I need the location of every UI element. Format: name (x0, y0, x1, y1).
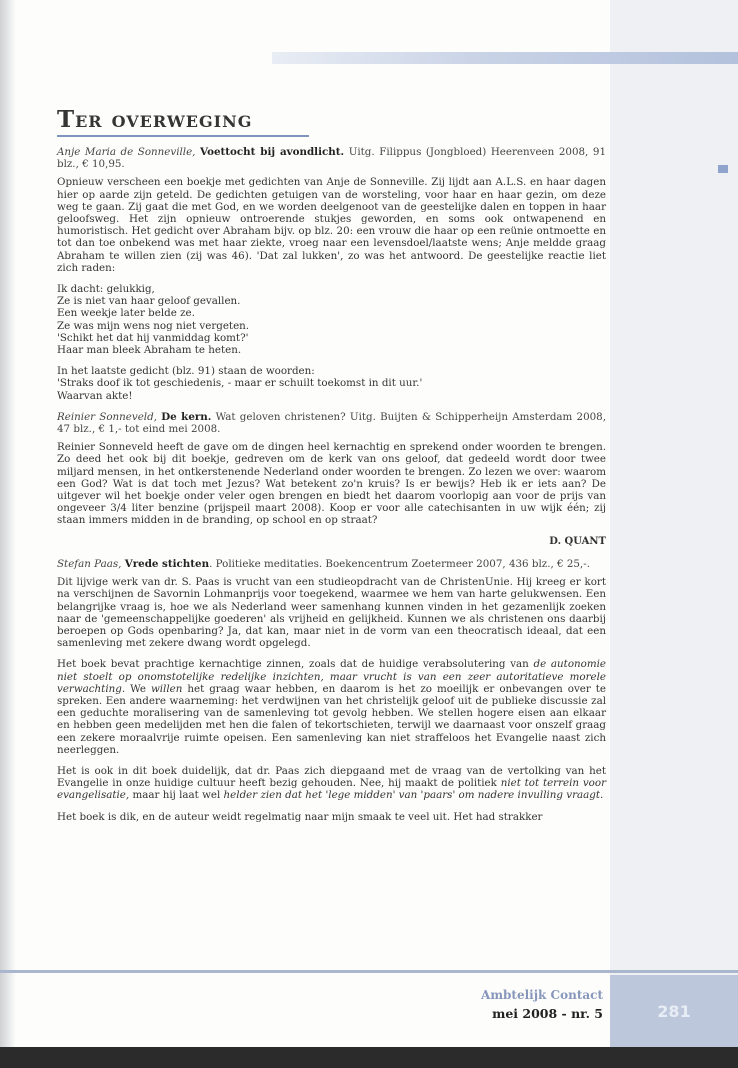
review-3-paragraph-3 (57, 765, 606, 802)
review-1-reference (57, 146, 606, 170)
review-3-reference (57, 558, 606, 570)
review-3-paragraph-1: Dit lijvige werk van dr. S. Paas is vrucht van een studieopdracht van de ChristenUnie. Hij kreeg er kort na verschijnen de Savornin Lohmanprijs voor toegekend, waarmee we hem van harte gelukwensen. Een belangrijke vraag is, hoe we als Nederland weer samenhang kunnen vinden in het gezamenlijk zoeken naar de 'gemeenschappelijke goederen' als vrijheid en gelijkheid. Kunnen we als christenen ons daarbij beroepen op Gods openbaring? Ja, dat kan, maar niet in de vorm van een theocratisch ideaal, dat een samenleving met zekere dwang wordt opgelegd. (57, 576, 606, 650)
italic-run: de autonomie niet stoelt op onomstotelijke redelijke inzichten, maar vrucht is van een zeer autoritatieve morele verwachting. (57, 658, 606, 695)
closing-line: In het laatste gedicht (blz. 91) staan de woorden: (57, 365, 315, 378)
closing-line: Waarvan akte! (57, 389, 133, 402)
right-margin-column (610, 0, 738, 1050)
closing-line: 'Straks doof ik tot geschiedenis, - maar er schuilt toekomst in dit uur.' (57, 377, 423, 390)
review-2-body: Reinier Sonneveld heeft de gave om de dingen heel kernachtig en sprekend onder woorden te brengen. Zo deed het ook bij dit boekje, gedreven om de kerk van ons geloof, dat gedeeld wordt door twee miljard mensen, in het ontkerstenende Nederland onder woorden te brengen. Zo lezen we over: waarom een God? Wat is dat toch met Jezus? Wat betekent zo'n kruis? Is er bewijs? Heb ik er iets aan? De uitgever wil het boekje onder veler ogen brengen en biedt het daarom voorlopig aan voor de prijs van ongeveer 3/4 liter benzine (prijspeil maart 2008). Koop er voor alle catechisanten in uw wijk één; zij staan immers midden in de branding, op school en op straat? (57, 441, 606, 527)
text-run: Het boek bevat prachtige kernachtige zinnen, zoals dat de huidige verabsolutering van (57, 658, 534, 671)
poem-line: 'Schikt het dat hij vanmiddag komt?' (57, 331, 249, 344)
article-body (57, 146, 606, 832)
review-1-publication: Uitg. Filippus (Jongbloed) Heerenveen 2008, 91 blz., € 10,95. (57, 146, 606, 171)
footer-rule (0, 970, 738, 973)
review-1-author: Anje Maria de Sonneville, (57, 146, 196, 158)
header-band (272, 52, 738, 64)
review-3-book-title: Vrede stichten (124, 557, 210, 570)
review-2-reference (57, 411, 606, 435)
review-1-intro: Opnieuw verscheen een boekje met gedichten van Anje de Sonneville. Zij lijdt aan A.L.S. en haar dagen hier op aarde zijn geteld. De gedichten getuigen van de worsteling, voor haar en haar gezin, om deze weg te gaan. Zij gaat die met God, en we worden deelgenoot van de geestelijke dalen en toppen in haar geloofsweg. Het zijn opnieuw ontroerende stukjes geworden, en soms ook ontwapenend en humoristisch. Het gedicht over Abraham bijv. op blz. 20: een vrouw die haar op een reünie ontmoette en tot dan toe onbekend was met haar ziekte, vroeg naar een levensdoel/laatste wens; Anje meldde graag Abraham te willen zien (zij was 46). 'Dat zal lukken', zo was het antwoord. De geestelijke reactie liet zich raden: (57, 176, 606, 274)
review-1-book-title: Voettocht bij avondlicht. (200, 146, 345, 158)
poem-line: Een weekje later belde ze. (57, 307, 195, 320)
review-3-publication: . Politieke meditaties. Boekencentrum Zoetermeer 2007, 436 blz., € 25,-. (209, 557, 590, 570)
section-tab-marker (718, 165, 728, 173)
text-run: maar hij laat wel (129, 789, 224, 802)
review-1-closing (57, 365, 606, 402)
footer-issue: mei 2008 - nr. 5 (492, 1006, 603, 1021)
scan-left-edge (0, 0, 16, 1068)
page-number: 281 (657, 1002, 691, 1021)
text-run: Het is ook in dit boek duidelijk, dat dr. Paas zich diepgaand met de vraag van de vertolking van het Evangelie in onze huidige cultuur heeft bezig gehouden. Nee, hij maakt de politiek (57, 764, 606, 790)
review-2-author: Reinier Sonneveld, (57, 410, 157, 423)
poem-line: Ze was mijn wens nog niet vergeten. (57, 319, 250, 332)
poem-line: Ze is niet van haar geloof gevallen. (57, 295, 241, 308)
review-3-paragraph-4: Het boek is dik, en de auteur weidt regelmatig naar mijn smaak te veel uit. Het had strakker (57, 810, 543, 823)
text-run: We (125, 682, 151, 695)
italic-run: willen (150, 682, 183, 695)
review-1-poem (57, 283, 606, 356)
review-signature: D. QUANT (549, 535, 606, 547)
scan-bottom-edge (0, 1047, 738, 1068)
title-underline (57, 135, 309, 137)
italic-run: helder zien dat het 'lege midden' van 'paars' om nadere invulling vraagt. (223, 789, 604, 802)
review-3-paragraph-2 (57, 658, 606, 756)
poem-line: Ik dacht: gelukkig, (57, 283, 155, 296)
review-2-book-title: De kern. (161, 410, 212, 423)
section-title: Ter overweging (57, 106, 253, 133)
poem-line: Haar man bleek Abraham te heten. (57, 344, 242, 357)
review-3-author: Stefan Paas, (57, 557, 122, 570)
italic-run: niet tot terrein voor evangelisatie, (57, 777, 606, 802)
review-2-publication: Wat geloven christenen? Uitg. Buijten & Schipperheijn Amsterdam 2008, 47 blz., € 1,- tot eind mei 2008. (57, 410, 607, 436)
text-run: het graag waar hebben, en daarom is het zo moeilijk er onbevangen over te spreken. Een andere waarneming: het verdwijnen van het christelijk geloof uit de publieke discussie zal een geduchte moralisering van de samenleving tot gevolg hebben. We stellen hogere eisen aan elkaar en hebben geen medelijden met hen die falen of tekortschieten, terwijl we daarnaast voor onszelf graag een zekere moraalvrije ruimte opeisen. Een samenleving kan niet straffeloos het Evangelie naast zich neerleggen. (57, 682, 606, 756)
footer-magazine-name: Ambtelijk Contact (481, 988, 603, 1002)
